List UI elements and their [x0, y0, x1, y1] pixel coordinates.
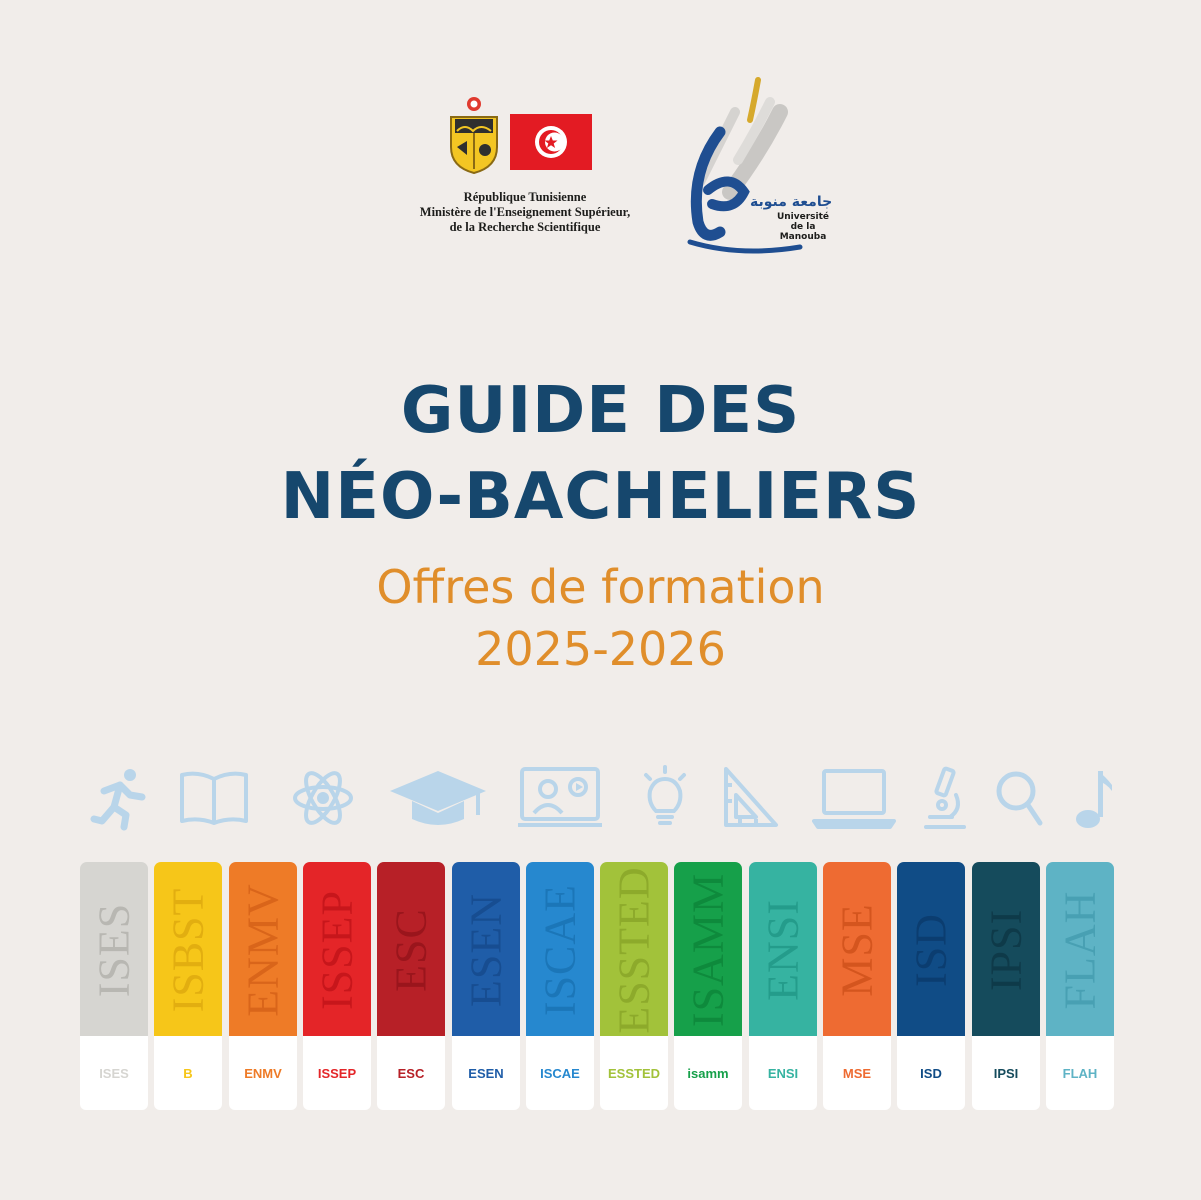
institution-color-band	[452, 862, 520, 1036]
institution-label: ISES	[89, 902, 139, 998]
institution-logo	[80, 1036, 148, 1110]
page-subtitle	[0, 556, 1201, 680]
runner-icon	[90, 765, 150, 831]
institution-tab-ises[interactable]	[80, 862, 148, 1110]
university-name-line-2: de la Manouba	[779, 222, 827, 242]
institution-logo-text: FLAH	[1062, 1065, 1098, 1081]
institution-color-band	[526, 862, 594, 1036]
institution-logo-text: IPSI	[993, 1065, 1019, 1081]
title-line-1: GUIDE DES	[400, 374, 801, 448]
institution-label: ISD	[906, 913, 956, 987]
institution-label: ENMV	[238, 883, 288, 1017]
institution-logo-text: B	[183, 1065, 193, 1081]
institution-logo	[377, 1036, 445, 1110]
institution-logo-text: isamm	[687, 1065, 729, 1081]
institution-tab-ipsi[interactable]	[972, 862, 1040, 1110]
institution-tab-issep[interactable]	[303, 862, 371, 1110]
institution-logo-text: MSE	[842, 1065, 872, 1081]
institution-logo-text: ESC	[397, 1065, 425, 1081]
institution-color-band	[749, 862, 817, 1036]
institution-tab-isd[interactable]	[897, 862, 965, 1110]
institution-color-band	[600, 862, 668, 1036]
university-name-arabic: جامعة منوبة	[750, 194, 833, 210]
magnifier-icon	[994, 765, 1046, 831]
coat-of-arms-icon	[445, 95, 503, 175]
institution-logo	[229, 1036, 297, 1110]
institution-logo-text: ENSI	[767, 1065, 799, 1081]
institution-logo-text: ENMV	[244, 1065, 282, 1081]
institution-color-band	[972, 862, 1040, 1036]
subtitle-line-2: 2025-2026	[475, 622, 726, 676]
institution-logo	[526, 1036, 594, 1110]
institution-color-band	[377, 862, 445, 1036]
institution-label: ISBST	[163, 887, 213, 1013]
institution-logo	[452, 1036, 520, 1110]
institution-label: ENSI	[758, 899, 808, 1001]
institution-logo	[897, 1036, 965, 1110]
institution-logo-text: ESSTED	[607, 1065, 660, 1081]
institution-tab-enmv[interactable]	[229, 862, 297, 1110]
institution-color-band	[229, 862, 297, 1036]
institution-color-band	[897, 862, 965, 1036]
ministry-name	[410, 190, 640, 235]
institution-label: IPSI	[981, 908, 1031, 992]
institution-color-band	[1046, 862, 1114, 1036]
institution-tab-isbst[interactable]	[154, 862, 222, 1110]
institution-logo	[303, 1036, 371, 1110]
university-name-line-1: Université	[776, 212, 830, 222]
institution-tab-iscae[interactable]	[526, 862, 594, 1110]
institution-tab-flah[interactable]	[1046, 862, 1114, 1110]
university-name-french	[768, 212, 838, 242]
institution-color-band	[154, 862, 222, 1036]
institution-color-band	[823, 862, 891, 1036]
music-note-icon	[1070, 765, 1114, 831]
set-square-icon	[720, 765, 780, 831]
institutions-list	[80, 862, 1120, 1112]
atom-icon	[292, 765, 354, 831]
book-icon	[178, 765, 250, 831]
ministry-line-2: Ministère de l'Enseignement Supérieur,	[419, 205, 631, 219]
institution-color-band	[674, 862, 742, 1036]
institution-logo-text: ISES	[99, 1065, 129, 1081]
microscope-icon	[922, 765, 968, 831]
institution-logo	[600, 1036, 668, 1110]
icons-row	[80, 765, 1120, 835]
title-line-2: NÉO-BACHELIERS	[280, 460, 921, 534]
ministry-line-1: République Tunisienne	[463, 190, 587, 204]
institution-label: MSE	[832, 903, 882, 997]
institution-label: ESSTED	[609, 866, 659, 1034]
institution-logo-text: ISCAE	[540, 1065, 580, 1081]
institution-logo	[1046, 1036, 1114, 1110]
institution-tab-isamm[interactable]	[674, 862, 742, 1110]
institution-tab-essted[interactable]	[600, 862, 668, 1110]
institution-logo	[972, 1036, 1040, 1110]
institution-label: ESEN	[461, 893, 511, 1007]
institution-color-band	[303, 862, 371, 1036]
institution-logo	[674, 1036, 742, 1110]
institution-logo	[823, 1036, 891, 1110]
institution-logo-text: ISD	[920, 1065, 942, 1081]
tunisia-flag-icon	[510, 114, 592, 170]
institution-tab-esen[interactable]	[452, 862, 520, 1110]
institution-logo-text: ISSEP	[317, 1065, 357, 1081]
institution-tab-mse[interactable]	[823, 862, 891, 1110]
institution-label: ESC	[386, 908, 436, 992]
institution-logo-text: ESEN	[468, 1065, 504, 1081]
page-title	[0, 368, 1201, 540]
video-lesson-icon	[516, 765, 604, 831]
institution-label: FLAH	[1055, 890, 1105, 1010]
laptop-icon	[812, 765, 896, 831]
institution-tab-esc[interactable]	[377, 862, 445, 1110]
institution-label: ISAMM	[683, 872, 733, 1028]
institution-tab-ensi[interactable]	[749, 862, 817, 1110]
ministry-line-3: de la Recherche Scientifique	[449, 220, 601, 234]
institution-label: ISSEP	[312, 890, 362, 1010]
lightbulb-icon	[640, 765, 690, 831]
institution-logo	[749, 1036, 817, 1110]
institution-label: ISCAE	[535, 883, 585, 1017]
subtitle-line-1: Offres de formation	[376, 560, 825, 614]
institution-color-band	[80, 862, 148, 1036]
institution-logo	[154, 1036, 222, 1110]
university-logo	[660, 72, 833, 262]
graduation-cap-icon	[388, 765, 488, 831]
